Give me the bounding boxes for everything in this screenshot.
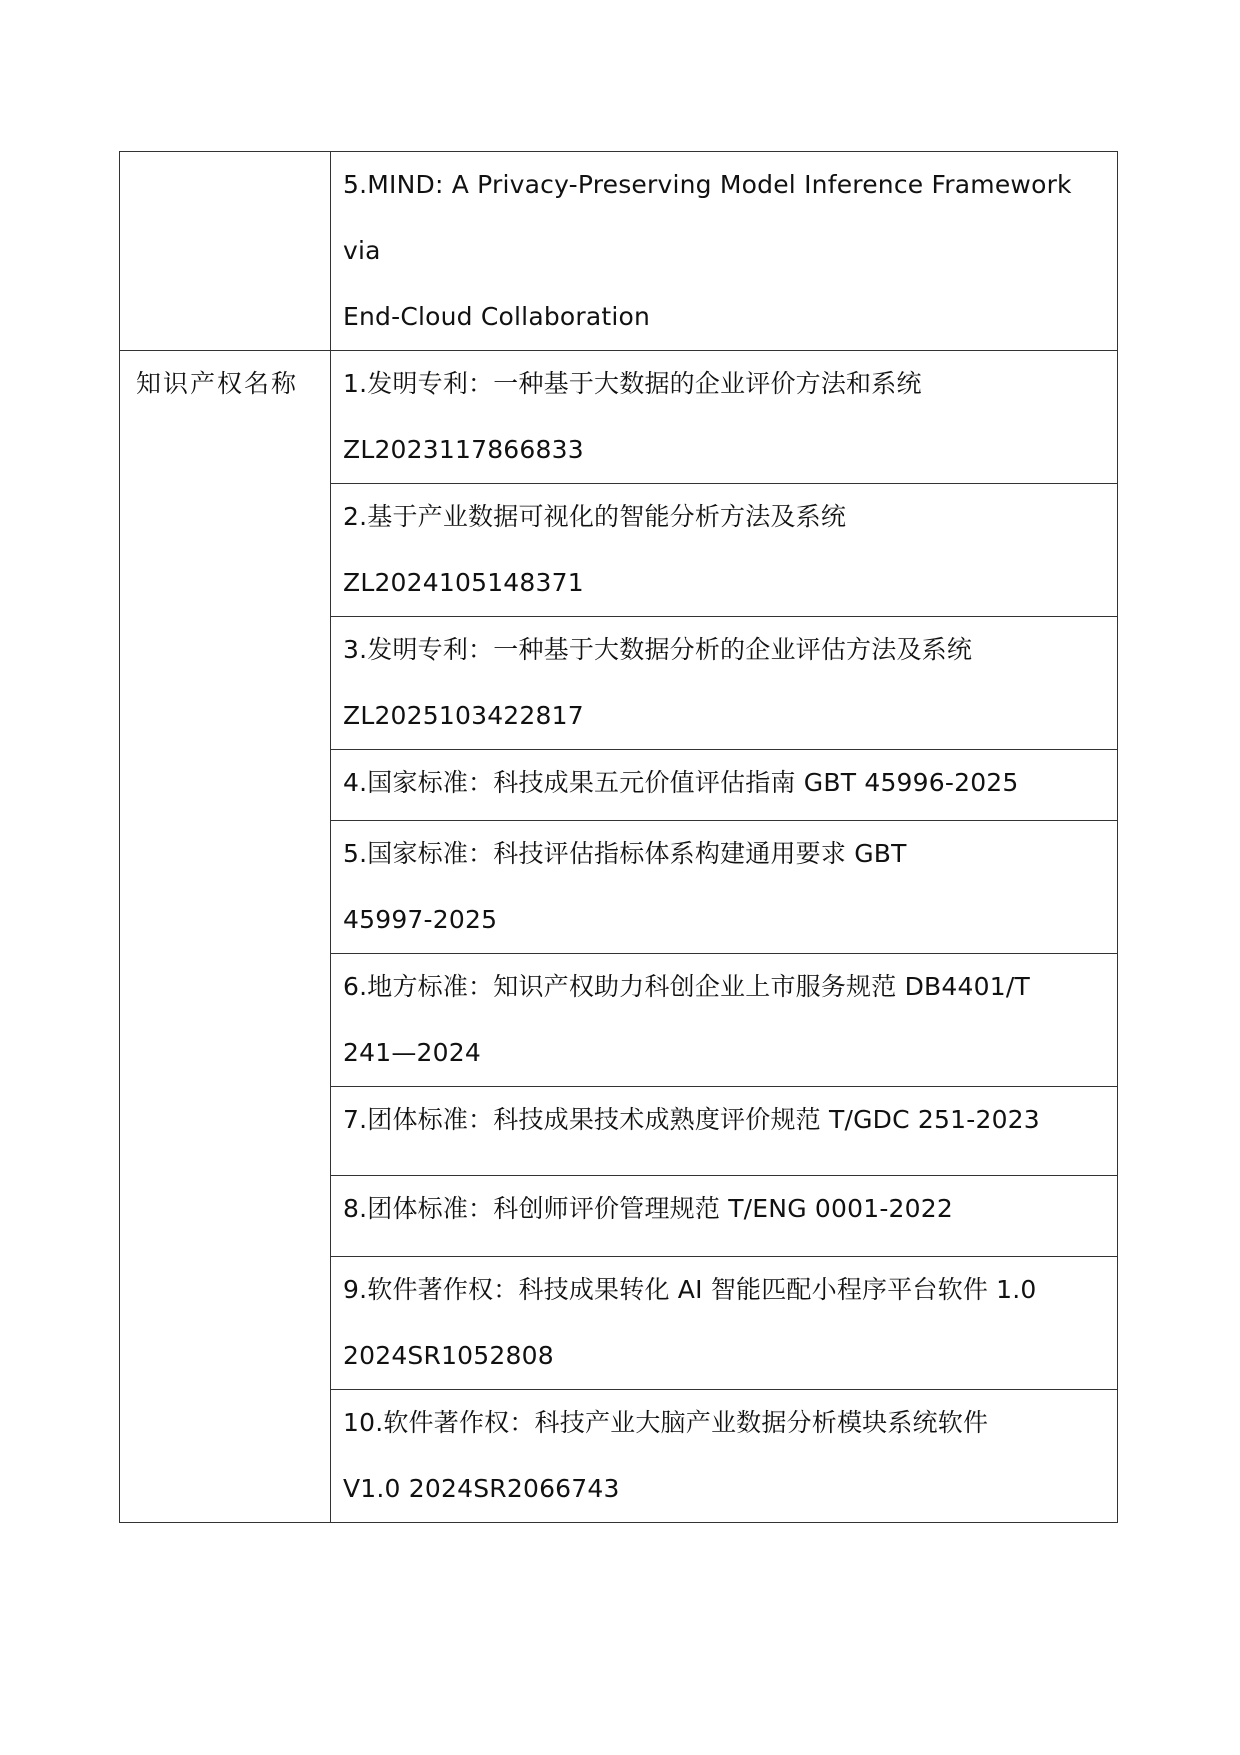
empty-label-cell	[120, 152, 331, 351]
table-row	[120, 152, 1118, 351]
table-row	[120, 351, 1118, 484]
entry-cell-8	[331, 1176, 1118, 1257]
entry-text-6: 6.地方标准：知识产权助力科创企业上市服务规范 DB4401/T 241—2024	[343, 972, 1030, 1067]
entry-text-8: 8.团体标准：科创师评价管理规范 T/ENG 0001-2022	[343, 1194, 953, 1223]
entry-cell-2	[331, 484, 1118, 617]
entry-cell-3	[331, 617, 1118, 750]
entry-cell-6	[331, 954, 1118, 1087]
entry-cell-10	[331, 1390, 1118, 1523]
entry-text-7: 7.团体标准：科技成果技术成熟度评价规范 T/GDC 251-2023	[343, 1105, 1040, 1134]
entry-text-2: 2.基于产业数据可视化的智能分析方法及系统 ZL2024105148371	[343, 502, 847, 597]
entry-cell-9	[331, 1257, 1118, 1390]
entry-text-4: 4.国家标准：科技成果五元价值评估指南 GBT 45996-2025	[343, 768, 1019, 797]
entry-cell-5	[331, 821, 1118, 954]
ip-name-label-cell	[120, 351, 331, 1523]
ip-table	[119, 151, 1118, 1523]
entry-cell-7	[331, 1087, 1118, 1176]
entry-text-9: 9.软件著作权：科技成果转化 AI 智能匹配小程序平台软件 1.0 2024SR1052808	[343, 1275, 1037, 1370]
entry-text-1: 1.发明专利：一种基于大数据的企业评价方法和系统 ZL2023117866833	[343, 369, 922, 464]
entry-cell-paper	[331, 152, 1118, 351]
entry-text-10: 10.软件著作权：科技产业大脑产业数据分析模块系统软件 V1.0 2024SR2066743	[343, 1408, 989, 1503]
entry-text-5: 5.国家标准：科技评估指标体系构建通用要求 GBT 45997-2025	[343, 839, 907, 934]
entry-text-3: 3.发明专利：一种基于大数据分析的企业评估方法及系统 ZL2025103422817	[343, 635, 973, 730]
ip-name-label: 知识产权名称	[136, 369, 299, 398]
entry-cell-4	[331, 750, 1118, 821]
entry-cell-1	[331, 351, 1118, 484]
entry-text-paper: 5.MIND: A Privacy-Preserving Model Inference Framework via End-Cloud Collaboration	[343, 170, 1072, 331]
